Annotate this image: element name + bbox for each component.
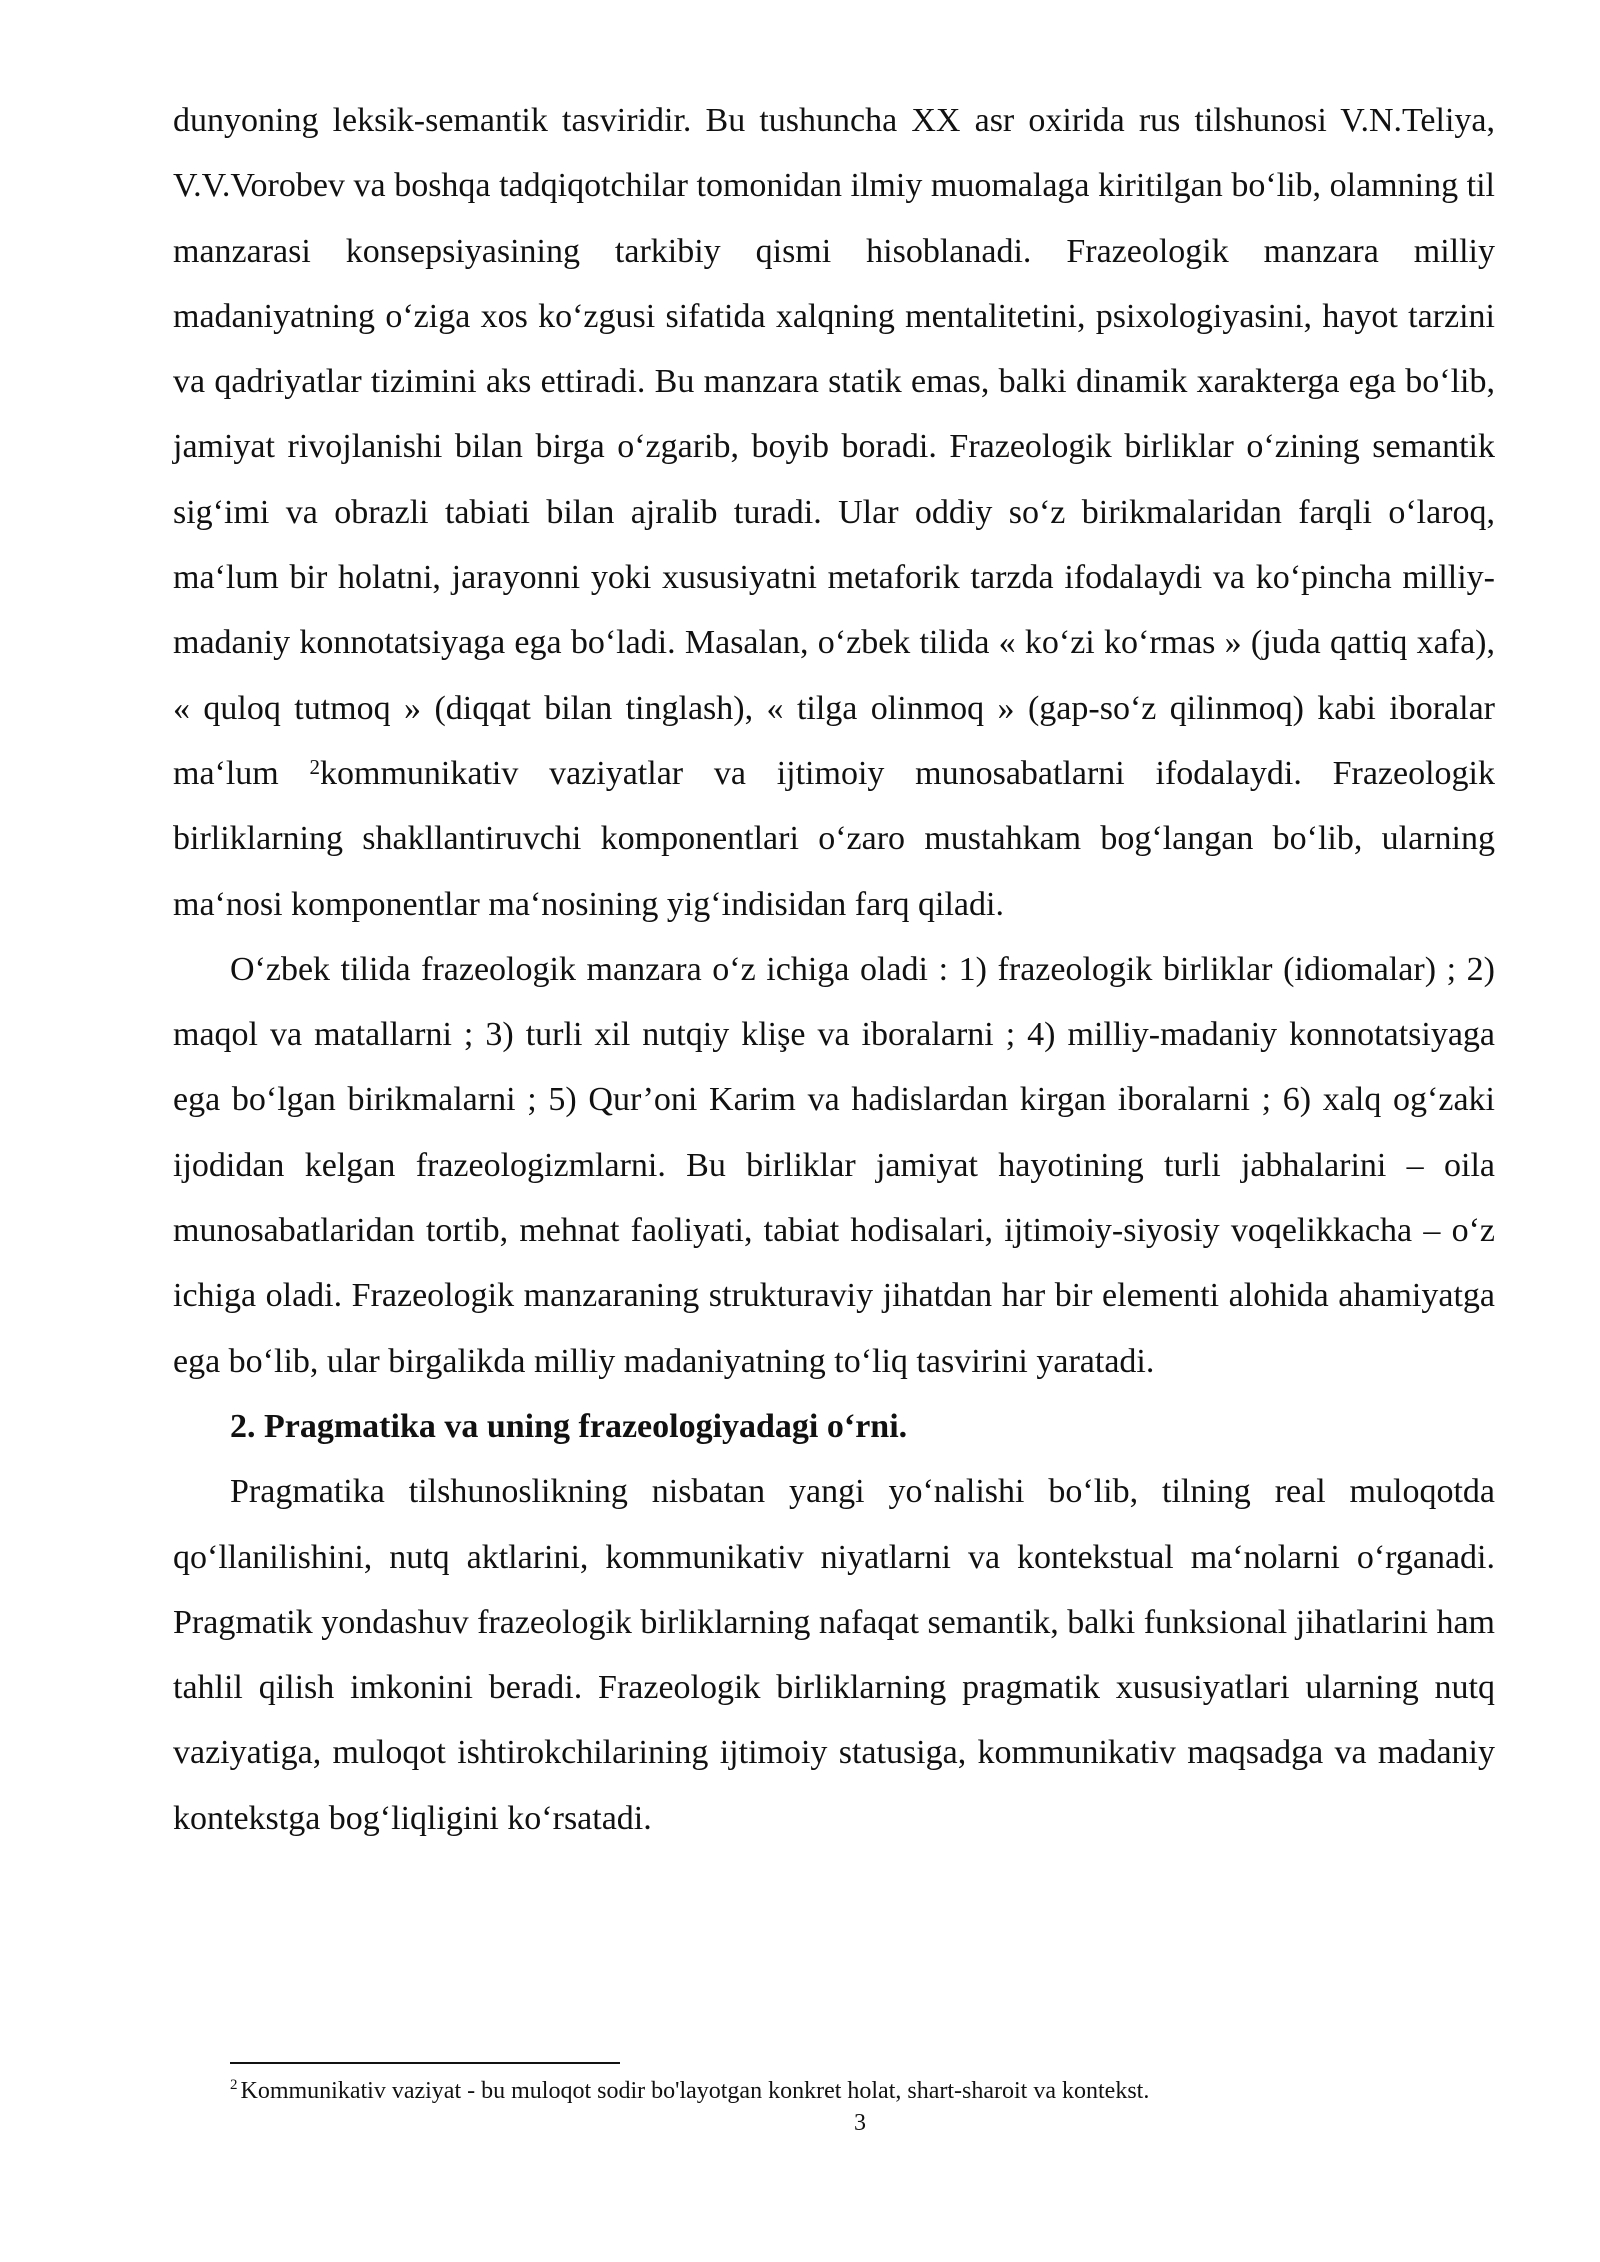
paragraph-pragmatika: Pragmatika tilshunoslikning nisbatan yangi yo‘nalishi bo‘lib, tilning real muloqotda qo‘llanilishini, nutq aktlarini, kommunikativ niyatlarni va kontekstual ma‘nolarni o‘rganadi. Pragmatik yondashuv frazeologik birliklarning nafaqat semantik, balki funksional jihatlarini ham tahlil qilish imkonini beradi. Frazeologik birliklarning pragmatik xususiyatlari ularning nutq vaziyatiga, muloqot ishtirokchilarining ijtimoiy statusiga, kommunikativ maqsadga va madaniy kontekstga bog‘liqligini ko‘rsatadi. <box>173 1473 1495 1837</box>
paragraph-frazeologik-manzara: O‘zbek tilida frazeologik manzara o‘z ichiga oladi : 1) frazeologik birliklar (idiomalar) ; 2) maqol va matallarni ; 3) turli xil nutqiy klişe va iboralarni ; 4) milliy-madaniy konnotatsiyaga ega bo‘lgan birikmalarni ; 5) Qur’oni Karim va hadislardan kirgan iboralarni ; 6) xalq og‘zaki ijodidan kelgan frazeologizmlarni. Bu birliklar jamiyat hayotining turli jabhalarini – oila munosabatlaridan tortib, mehnat faoliyati, tabiat hodisalari, ijtimoiy-siyosiy voqelikkacha – o‘z ichiga oladi. Frazeologik manzaraning strukturaviy jihatdan har bir elementi alohida ahamiyatga ega bo‘lib, ular birgalikda milliy madaniyatning to‘liq tasvirini yaratadi. <box>173 950 1495 1380</box>
paragraph-text: kommunikativ vaziyatlar va ijtimoiy munosabatlarni ifodalaydi. Frazeologik birliklarning shakllantiruvchi komponentlari o‘zaro mustahkam bog‘langan bo‘lib, ularning ma‘nosi komponentlar ma‘nosining yig‘indisidan farq qiladi. <box>173 754 1495 923</box>
page-body <box>173 88 1495 1851</box>
page-number: 3 <box>854 2110 866 2136</box>
footnote-separator <box>230 2062 620 2064</box>
paragraph-text: dunyoning leksik-semantik tasviridir. Bu tushuncha XX asr oxirida rus tilshunosi V.N.Teliya, V.V.Vorobev va boshqa tadqiqotchilar tomonidan ilmiy muomalaga kiritilgan bo‘lib, olamning til manzarasi konsepsiyasining tarkibiy qismi hisoblanadi. Frazeologik manzara milliy madaniyatning o‘ziga xos ko‘zgusi sifatida xalqning mentalitetini, psixologiyasini, hayot tarzini va qadriyatlar tizimini aks ettiradi. Bu manzara statik emas, balki dinamik xarakterga ega bo‘lib, jamiyat rivojlanishi bilan birga o‘zgarib, boyib boradi. Frazeologik birliklar o‘zining semantik sig‘imi va obrazli tabiati bilan ajralib turadi. Ular oddiy so‘z birikmalaridan farqli o‘laroq, ma‘lum bir holatni, jarayonni yoki xususiyatni metaforik tarzda ifodalaydi va ko‘pincha milliy-madaniy konnotatsiyaga ega bo‘ladi. Masalan, o‘zbek tilida « ko‘zi ko‘rmas » (juda qattiq xafa), « quloq tutmoq » (diqqat bilan tinglash), « tilga olinmoq » (gap-so‘z qilinmoq) kabi iboralar ma‘lum <box>173 102 1495 792</box>
section-heading: 2. Pragmatika va uning frazeologiyadagi o‘rni. <box>230 1407 908 1445</box>
footnote-mark: 2 <box>230 2077 238 2093</box>
footnote <box>230 2076 1495 2106</box>
paragraph-continuation <box>173 88 1495 937</box>
footnote-text: Kommunikativ vaziyat - bu muloqot sodir bo'layotgan konkret holat, shart-sharoit va kontekst. <box>240 2078 1150 2104</box>
footnote-reference[interactable]: 2 <box>309 754 321 779</box>
